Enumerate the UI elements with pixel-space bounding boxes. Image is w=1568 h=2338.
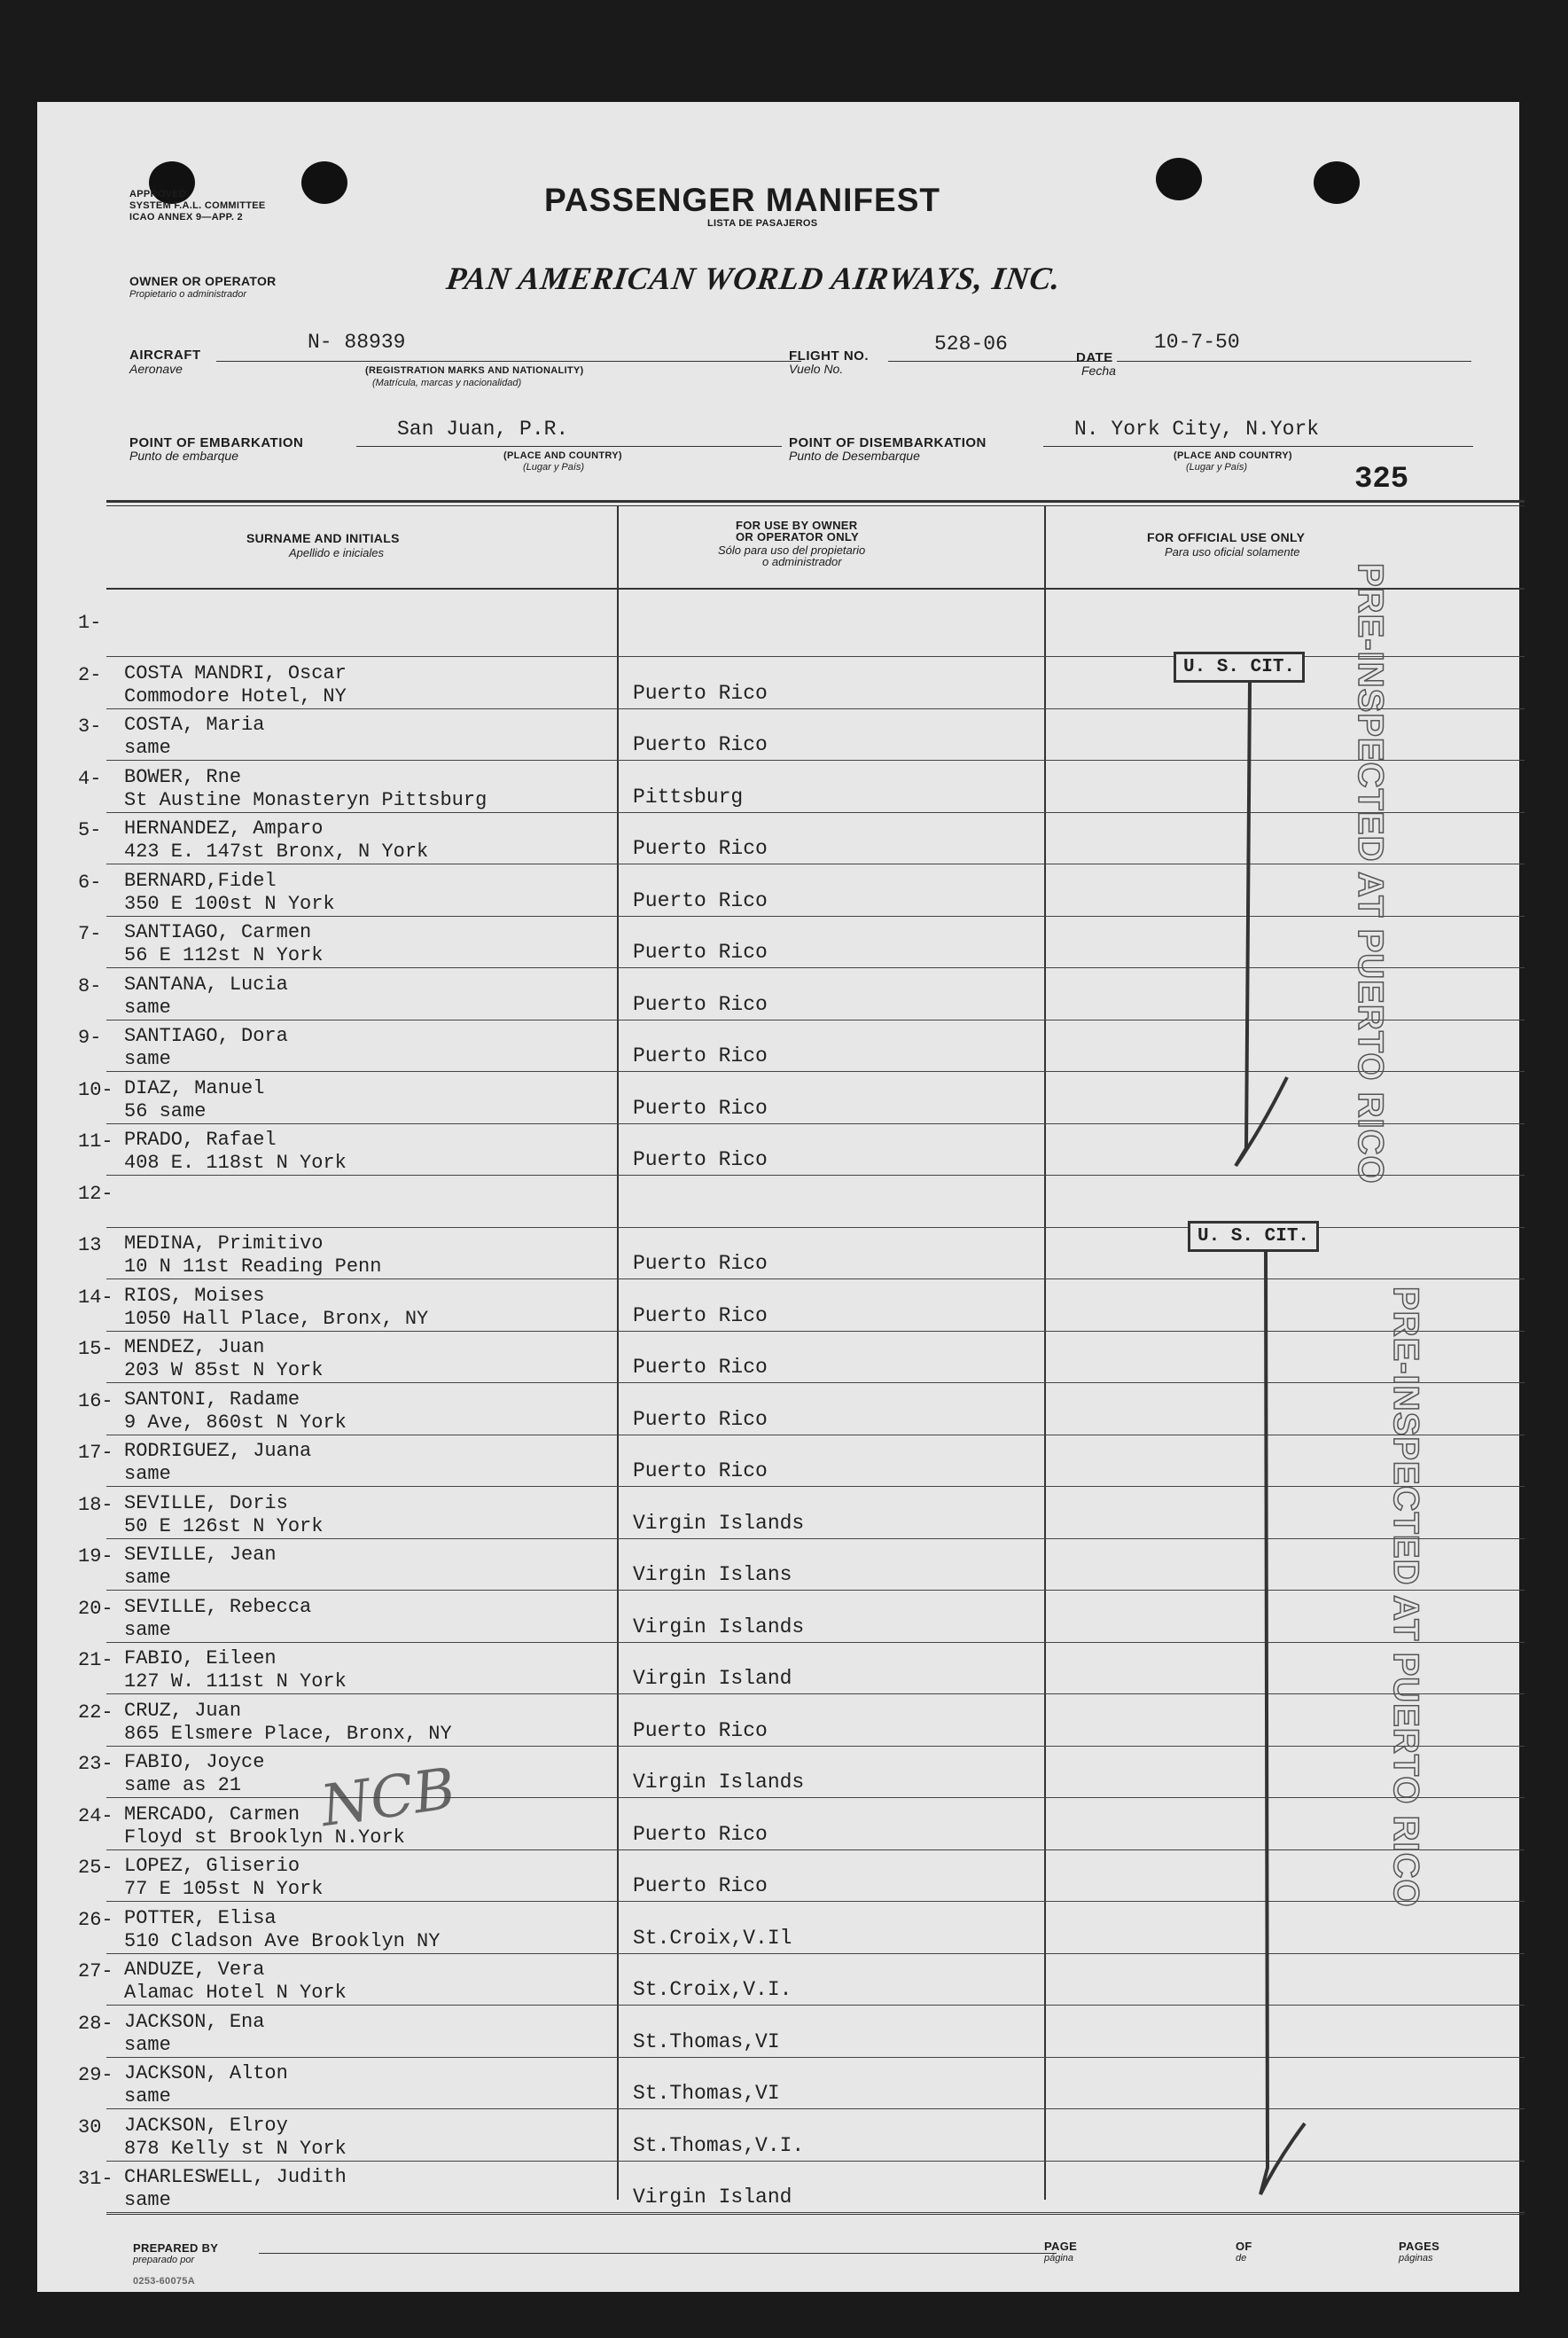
- passenger-address: same: [124, 1463, 171, 1485]
- row-number: 23-: [78, 1753, 113, 1775]
- row-number: 8-: [78, 975, 102, 997]
- passenger-name: DIAZ, Manuel: [124, 1077, 265, 1099]
- row-number: 22-: [78, 1701, 113, 1724]
- owner-note: Puerto Rico: [633, 1356, 768, 1379]
- prepared-label: PREPARED BY: [133, 2241, 219, 2255]
- passenger-name: ANDUZE, Vera: [124, 1959, 265, 1981]
- owner-note: Puerto Rico: [633, 1823, 768, 1846]
- passenger-name: HERNANDEZ, Amparo: [124, 817, 324, 840]
- passenger-name: JACKSON, Elroy: [124, 2115, 288, 2137]
- col-header-official-es: Para uso oficial solamente: [1165, 545, 1300, 559]
- row-number: 30: [78, 2116, 102, 2139]
- passenger-name: SEVILLE, Jean: [124, 1544, 277, 1566]
- passenger-address: 50 E 126st N York: [124, 1515, 324, 1537]
- manifest-sheet: [37, 102, 1519, 2292]
- approved-line: APPROVED: [129, 189, 187, 199]
- passenger-address: same: [124, 737, 171, 759]
- row-number: 25-: [78, 1857, 113, 1879]
- pre-inspected-stamp: PRE-INSPECTED AT PUERTO RICO: [1351, 563, 1390, 1185]
- owner-note: Puerto Rico: [633, 993, 768, 1016]
- owner-note: Puerto Rico: [633, 1304, 768, 1327]
- passenger-name: SEVILLE, Rebecca: [124, 1596, 312, 1618]
- aircraft-note: (REGISTRATION MARKS AND NATIONALITY): [365, 365, 584, 376]
- passenger-address: 1050 Hall Place, Bronx, NY: [124, 1308, 429, 1330]
- row-number: 24-: [78, 1805, 113, 1827]
- passenger-address: St Austine Monasteryn Pittsburg: [124, 789, 488, 811]
- passenger-address: 56 same: [124, 1100, 207, 1122]
- row-number: 13: [78, 1234, 102, 1256]
- passenger-name: CRUZ, Juan: [124, 1700, 242, 1722]
- owner-note: Virgin Island: [633, 1667, 792, 1690]
- passenger-name: BERNARD,Fidel: [124, 870, 277, 892]
- owner-note: Virgin Island: [633, 2186, 792, 2209]
- owner-note: Puerto Rico: [633, 889, 768, 912]
- owner-note: Puerto Rico: [633, 1252, 768, 1275]
- owner-note: Puerto Rico: [633, 1874, 768, 1897]
- check-marks: [37, 102, 1519, 2292]
- row-number: 1-: [78, 612, 102, 634]
- pages-label-es: páginas: [1399, 2253, 1433, 2264]
- passenger-name: COSTA, Maria: [124, 714, 265, 736]
- disembark-place-note-es: (Lugar y País): [1186, 462, 1248, 473]
- passenger-address: Alamac Hotel N York: [124, 1982, 347, 2004]
- passenger-name: POTTER, Elisa: [124, 1907, 277, 1929]
- passenger-address: 77 E 105st N York: [124, 1878, 324, 1900]
- pre-inspected-stamp: PRE-INSPECTED AT PUERTO RICO: [1386, 1286, 1425, 1908]
- pages-label: PAGES: [1399, 2240, 1440, 2253]
- date-label: DATE: [1076, 350, 1113, 365]
- passenger-name: SEVILLE, Doris: [124, 1492, 288, 1514]
- col-header-owner-es: o administrador: [762, 555, 842, 568]
- passenger-address: 350 E 100st N York: [124, 893, 335, 915]
- row-number: 18-: [78, 1494, 113, 1516]
- passenger-address: 9 Ave, 860st N York: [124, 1411, 347, 1434]
- page-label-es: página: [1044, 2253, 1074, 2264]
- disembark-label: POINT OF DISEMBARKATION: [789, 435, 987, 450]
- owner-note: Virgin Islands: [633, 1512, 805, 1535]
- page-label: PAGE: [1044, 2240, 1078, 2253]
- passenger-address: same: [124, 2085, 171, 2107]
- embark-label: POINT OF EMBARKATION: [129, 435, 304, 450]
- owner-note: Virgin Islans: [633, 1563, 792, 1586]
- passenger-address: 56 E 112st N York: [124, 944, 324, 966]
- col-header-owner: OR OPERATOR ONLY: [736, 530, 859, 543]
- owner-note: Puerto Rico: [633, 941, 768, 964]
- row-number: 2-: [78, 664, 102, 686]
- passenger-address: 10 N 11st Reading Penn: [124, 1255, 382, 1278]
- passenger-name: MEDINA, Primitivo: [124, 1232, 324, 1255]
- passenger-name: MENDEZ, Juan: [124, 1336, 265, 1358]
- row-number: 3-: [78, 715, 102, 738]
- owner-note: Puerto Rico: [633, 1044, 768, 1067]
- embark-value: San Juan, P.R.: [397, 418, 569, 441]
- owner-note: Puerto Rico: [633, 1719, 768, 1742]
- passenger-name: SANTIAGO, Carmen: [124, 921, 312, 943]
- passenger-name: SANTANA, Lucia: [124, 974, 288, 996]
- owner-note: Puerto Rico: [633, 682, 768, 705]
- owner-note: Puerto Rico: [633, 1408, 768, 1431]
- passenger-address: 423 E. 147st Bronx, N York: [124, 841, 429, 863]
- row-number: 21-: [78, 1649, 113, 1671]
- passenger-address: 865 Elsmere Place, Bronx, NY: [124, 1723, 452, 1745]
- owner-note: Pittsburg: [633, 786, 744, 809]
- us-citizen-stamp: U. S. CIT.: [1174, 652, 1305, 683]
- row-number: 20-: [78, 1598, 113, 1620]
- owner-note: St.Croix,V.Il: [633, 1927, 792, 1950]
- of-label-es: de: [1236, 2253, 1247, 2264]
- disembark-label-es: Punto de Desembarque: [789, 449, 920, 463]
- date-value: 10-7-50: [1154, 331, 1240, 354]
- row-number: 19-: [78, 1545, 113, 1568]
- embark-label-es: Punto de embarque: [129, 449, 238, 463]
- owner-note: Puerto Rico: [633, 837, 768, 860]
- passenger-address: same: [124, 1619, 171, 1641]
- row-number: 7-: [78, 923, 102, 945]
- passenger-address: same: [124, 2189, 171, 2211]
- row-number: 5-: [78, 819, 102, 841]
- col-header-owner-es: Sólo para uso del propietario: [718, 543, 866, 557]
- owner-label: OWNER OR OPERATOR: [129, 274, 277, 288]
- aircraft-label-es: Aeronave: [129, 362, 183, 376]
- aircraft-note-es: (Matrícula, marcas y nacionalidad): [372, 378, 522, 388]
- passenger-name: FABIO, Joyce: [124, 1751, 265, 1773]
- owner-note: St.Thomas,VI: [633, 2030, 780, 2053]
- passenger-name: CHARLESWELL, Judith: [124, 2166, 347, 2188]
- passenger-address: 878 Kelly st N York: [124, 2138, 347, 2160]
- row-number: 6-: [78, 872, 102, 894]
- row-number: 4-: [78, 768, 102, 790]
- passenger-name: JACKSON, Alton: [124, 2062, 288, 2084]
- page-number: 325: [1354, 463, 1409, 497]
- col-header-name: SURNAME AND INITIALS: [246, 531, 400, 545]
- prepared-label-es: preparado por: [133, 2255, 195, 2265]
- owner-note: St.Croix,V.I.: [633, 1978, 792, 2001]
- owner-note: Puerto Rico: [633, 733, 768, 756]
- row-number: 27-: [78, 1960, 113, 1982]
- owner-note: Virgin Islands: [633, 1771, 805, 1794]
- handwritten-initials: NCB: [316, 1755, 460, 1841]
- passenger-name: MERCADO, Carmen: [124, 1803, 300, 1826]
- row-number: 11-: [78, 1130, 113, 1153]
- approved-line: SYSTEM F.A.L. COMMITTEE: [129, 200, 266, 211]
- passenger-address: same as 21: [124, 1774, 242, 1796]
- aircraft-label: AIRCRAFT: [129, 348, 201, 363]
- row-number: 10-: [78, 1079, 113, 1101]
- row-number: 17-: [78, 1442, 113, 1464]
- owner-label-es: Propietario o administrador: [129, 289, 247, 300]
- passenger-address: Commodore Hotel, NY: [124, 685, 347, 708]
- passenger-address: same: [124, 2034, 171, 2056]
- row-number: 9-: [78, 1027, 102, 1049]
- us-citizen-stamp: U. S. CIT.: [1188, 1221, 1319, 1252]
- passenger-address: same: [124, 997, 171, 1019]
- row-number: 28-: [78, 2013, 113, 2035]
- row-number: 26-: [78, 1909, 113, 1931]
- owner-note: Virgin Islands: [633, 1615, 805, 1638]
- col-header-official: FOR OFFICIAL USE ONLY: [1147, 530, 1306, 544]
- passenger-name: JACKSON, Ena: [124, 2011, 265, 2033]
- flight-value: 528-06: [934, 332, 1008, 356]
- owner-note: Puerto Rico: [633, 1459, 768, 1482]
- row-number: 29-: [78, 2064, 113, 2086]
- aircraft-value: N- 88939: [308, 331, 406, 354]
- disembark-value: N. York City, N.York: [1074, 418, 1320, 441]
- col-header-owner: FOR USE BY OWNER: [736, 519, 858, 532]
- page-title-es: LISTA DE PASAJEROS: [707, 218, 818, 229]
- passenger-name: COSTA MANDRI, Oscar: [124, 662, 347, 684]
- passenger-address: 203 W 85st N York: [124, 1359, 324, 1381]
- passenger-name: FABIO, Eileen: [124, 1647, 277, 1669]
- passenger-name: SANTIAGO, Dora: [124, 1025, 288, 1047]
- row-number: 15-: [78, 1338, 113, 1360]
- owner-note: St.Thomas,VI: [633, 2082, 780, 2105]
- form-code: 0253-60075A: [133, 2276, 195, 2287]
- prepared-underline: [259, 2253, 1057, 2254]
- approved-line: ICAO ANNEX 9—APP. 2: [129, 212, 243, 223]
- col-header-name-es: Apellido e iniciales: [289, 546, 384, 559]
- passenger-address: 127 W. 111st N York: [124, 1670, 347, 1693]
- embark-place-note: (PLACE AND COUNTRY): [503, 450, 622, 461]
- footer-rule: [106, 2214, 1525, 2215]
- passenger-address: 510 Cladson Ave Brooklyn NY: [124, 1930, 441, 1952]
- page-title: PASSENGER MANIFEST: [544, 182, 940, 218]
- disembark-place-note: (PLACE AND COUNTRY): [1174, 450, 1292, 461]
- passenger-name: PRADO, Rafael: [124, 1129, 277, 1151]
- passenger-name: LOPEZ, Gliserio: [124, 1855, 300, 1877]
- passenger-name: BOWER, Rne: [124, 766, 242, 788]
- row-number: 31-: [78, 2168, 113, 2190]
- row-number: 12-: [78, 1183, 113, 1205]
- row-number: 16-: [78, 1390, 113, 1412]
- passenger-name: RIOS, Moises: [124, 1285, 265, 1307]
- flight-label-es: Vuelo No.: [789, 362, 844, 376]
- passenger-address: same: [124, 1048, 171, 1070]
- owner-note: Puerto Rico: [633, 1148, 768, 1171]
- of-label: OF: [1236, 2240, 1252, 2253]
- passenger-address: same: [124, 1567, 171, 1589]
- owner-note: Puerto Rico: [633, 1097, 768, 1120]
- row-number: 14-: [78, 1286, 113, 1309]
- passenger-name: SANTONI, Radame: [124, 1388, 300, 1411]
- owner-note: St.Thomas,V.I.: [633, 2134, 805, 2157]
- owner-value: PAN AMERICAN WORLD AIRWAYS, INC.: [444, 261, 1064, 296]
- flight-label: FLIGHT NO.: [789, 348, 869, 364]
- passenger-address: Floyd st Brooklyn N.York: [124, 1826, 405, 1849]
- date-label-es: Fecha: [1081, 364, 1116, 378]
- passenger-address: 408 E. 118st N York: [124, 1152, 347, 1174]
- passenger-name: RODRIGUEZ, Juana: [124, 1440, 312, 1462]
- embark-place-note-es: (Lugar y País): [523, 462, 585, 473]
